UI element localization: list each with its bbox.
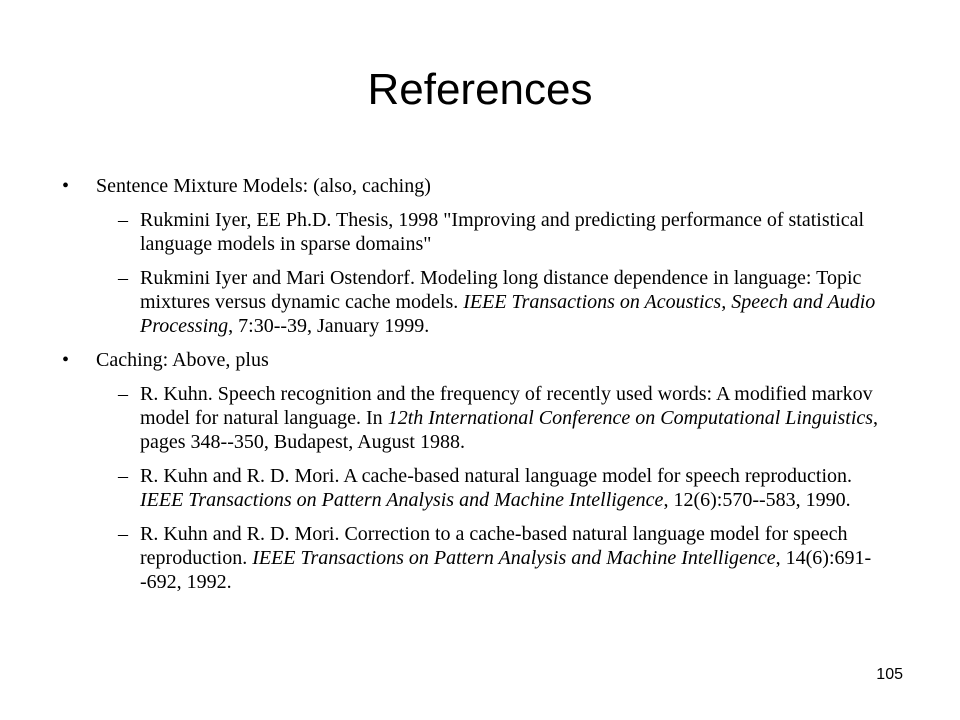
dash-icon: – — [118, 383, 128, 405]
dash-icon: – — [118, 523, 128, 545]
reference-item: – Rukmini Iyer, EE Ph.D. Thesis, 1998 "Improving and predicting performance of statistical language models in sparse domains" — [118, 209, 865, 255]
reference-item: – R. Kuhn. Speech recognition and the frequency of recently used words: A modified markov model for natural language. In 12th International Conference on Computational Linguistics, pages 348--350, Budapest, August 1988. — [118, 383, 879, 453]
slide-title: References — [367, 65, 593, 114]
bullet-icon: • — [62, 175, 70, 197]
journal-title: IEEE Transactions on Pattern Analysis and Machine Intelligence — [252, 547, 776, 569]
page-number: 105 — [876, 666, 903, 683]
dash-icon: – — [118, 209, 128, 231]
section-heading-sentence-mixture: • Sentence Mixture Models: (also, caching) — [62, 175, 431, 197]
journal-title: IEEE Transactions on Pattern Analysis and Machine Intelligence — [140, 489, 664, 511]
journal-title: IEEE Transactions on Acoustics, Speech and Audio Processing — [140, 291, 876, 337]
dash-icon: – — [118, 465, 128, 487]
section-heading-caching: • Caching: Above, plus — [62, 349, 269, 371]
reference-item: – R. Kuhn and R. D. Mori. A cache-based natural language model for speech reproduction. IEEE Transactions on Pattern Analysis and Machine Intelligence, 12(6):570--583, 1990. — [118, 465, 853, 511]
reference-item: – Rukmini Iyer and Mari Ostendorf. Modeling long distance dependence in language: Topic mixtures versus dynamic cache models. IEEE Transactions on Acoustics, Speech and Audio Processing, 7:30--39, January 1999. — [118, 267, 876, 337]
conference-title: 12th International Conference on Computational Linguistics — [387, 407, 874, 429]
slide-body — [58, 174, 898, 604]
bullet-icon: • — [62, 349, 70, 371]
dash-icon: – — [118, 267, 128, 289]
reference-item: – R. Kuhn and R. D. Mori. Correction to a cache-based natural language model for speech reproduction. IEEE Transactions on Pattern Analysis and Machine Intelligence, 14(6):691--692, 1992. — [118, 523, 872, 593]
